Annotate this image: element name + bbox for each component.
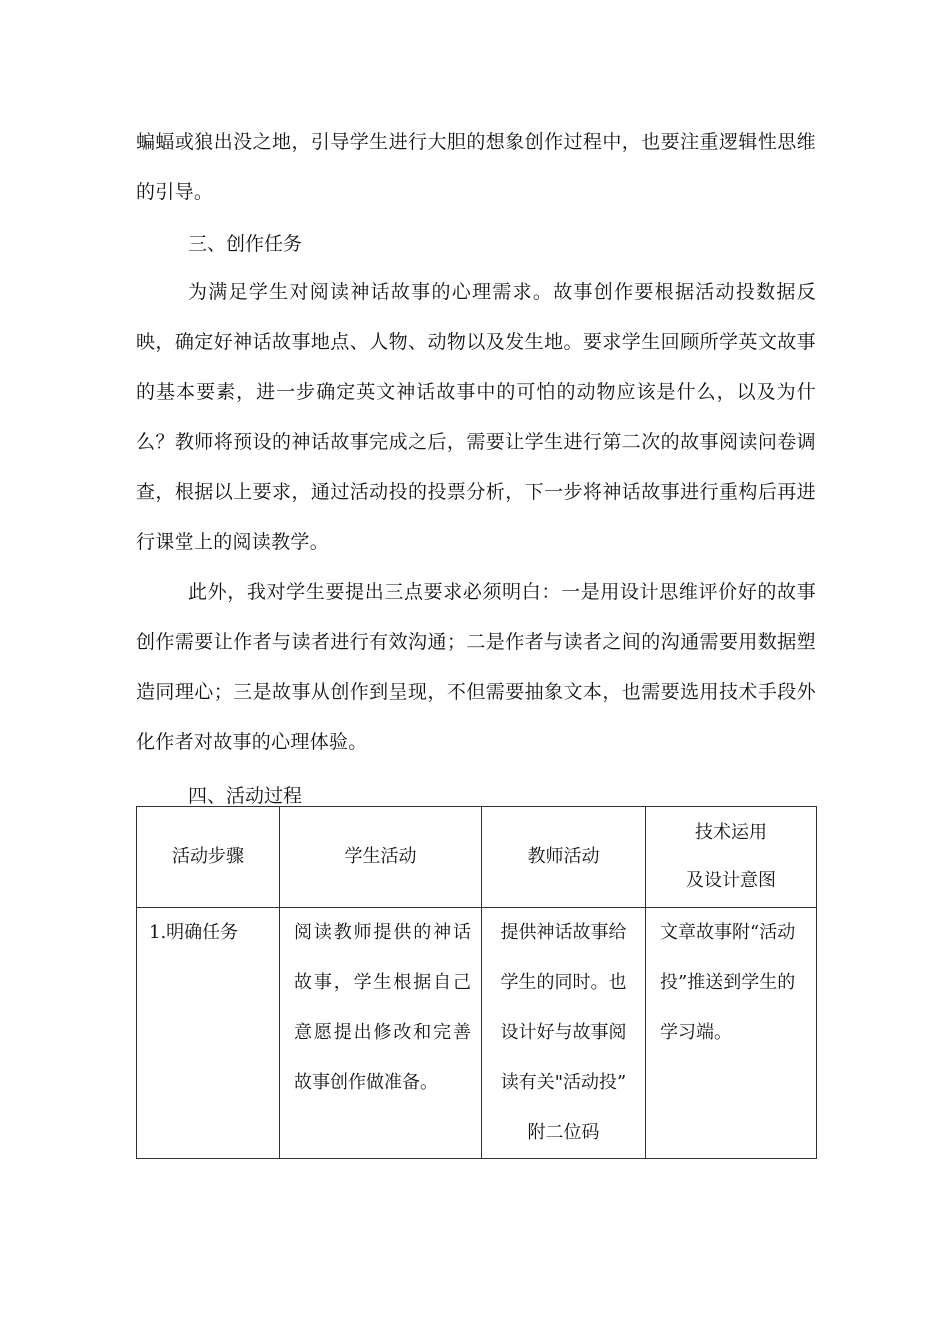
section-heading-creation-task: 三、创作任务	[188, 233, 303, 255]
cell-step: 1.明确任务	[137, 908, 280, 1159]
header-tech-line2: 及设计意图	[686, 870, 776, 891]
teacher-line: 附二位码	[527, 1122, 600, 1143]
paragraph-creation-task: 为满足学生对阅读神话故事的心理需求。故事创作要根据活动投数据反映，确定好神话故事地点、人物、动物以及发生地。要求学生回顾所学英文故事的基本要素，进一步确定英文神话故事中的可怕的动物应该是什么，以及为什么？教师将预设的神话故事完成之后，需要让学生进行第二次的故事阅读问卷调查，根据以上要求，通过活动投的投票分析，下一步将神话故事进行重构后再进行课堂上的阅读教学。	[136, 281, 816, 553]
header-tech-line1: 技术运用	[695, 822, 767, 843]
teacher-line: 提供神话故事给	[500, 922, 627, 943]
paragraph-continuation: 蝙蝠或狼出没之地，引导学生进行大胆的想象创作过程中，也要注重逻辑性思维的引导。	[136, 131, 816, 203]
teacher-line: 学生的同时。也	[500, 972, 627, 993]
cell-tech-design: 文章故事附“活动投”推送到学生的学习端。	[646, 908, 817, 1159]
table-header-row	[137, 807, 817, 908]
table-row	[137, 908, 817, 1159]
header-teacher-activity: 教师活动	[482, 807, 646, 908]
teacher-line: 设计好与故事阅	[500, 1022, 627, 1043]
section-heading-activity-process: 四、活动过程	[188, 785, 303, 807]
header-tech-design	[646, 807, 817, 908]
activity-table	[136, 806, 817, 1159]
header-step: 活动步骤	[137, 807, 280, 908]
header-student-activity: 学生活动	[280, 807, 482, 908]
paragraph-requirements: 此外，我对学生要提出三点要求必须明白：一是用设计思维评价好的故事创作需要让作者与读者进行有效沟通；二是作者与读者之间的沟通需要用数据塑造同理心；三是故事从创作到呈现，不但需要抽象文本，也需要选用技术手段外化作者对故事的心理体验。	[136, 581, 816, 753]
cell-teacher-activity	[482, 908, 646, 1159]
cell-student-activity: 阅读教师提供的神话故事，学生根据自己意愿提出修改和完善故事创作做准备。	[280, 908, 482, 1159]
teacher-line: 读有关"活动投”	[500, 1072, 627, 1093]
